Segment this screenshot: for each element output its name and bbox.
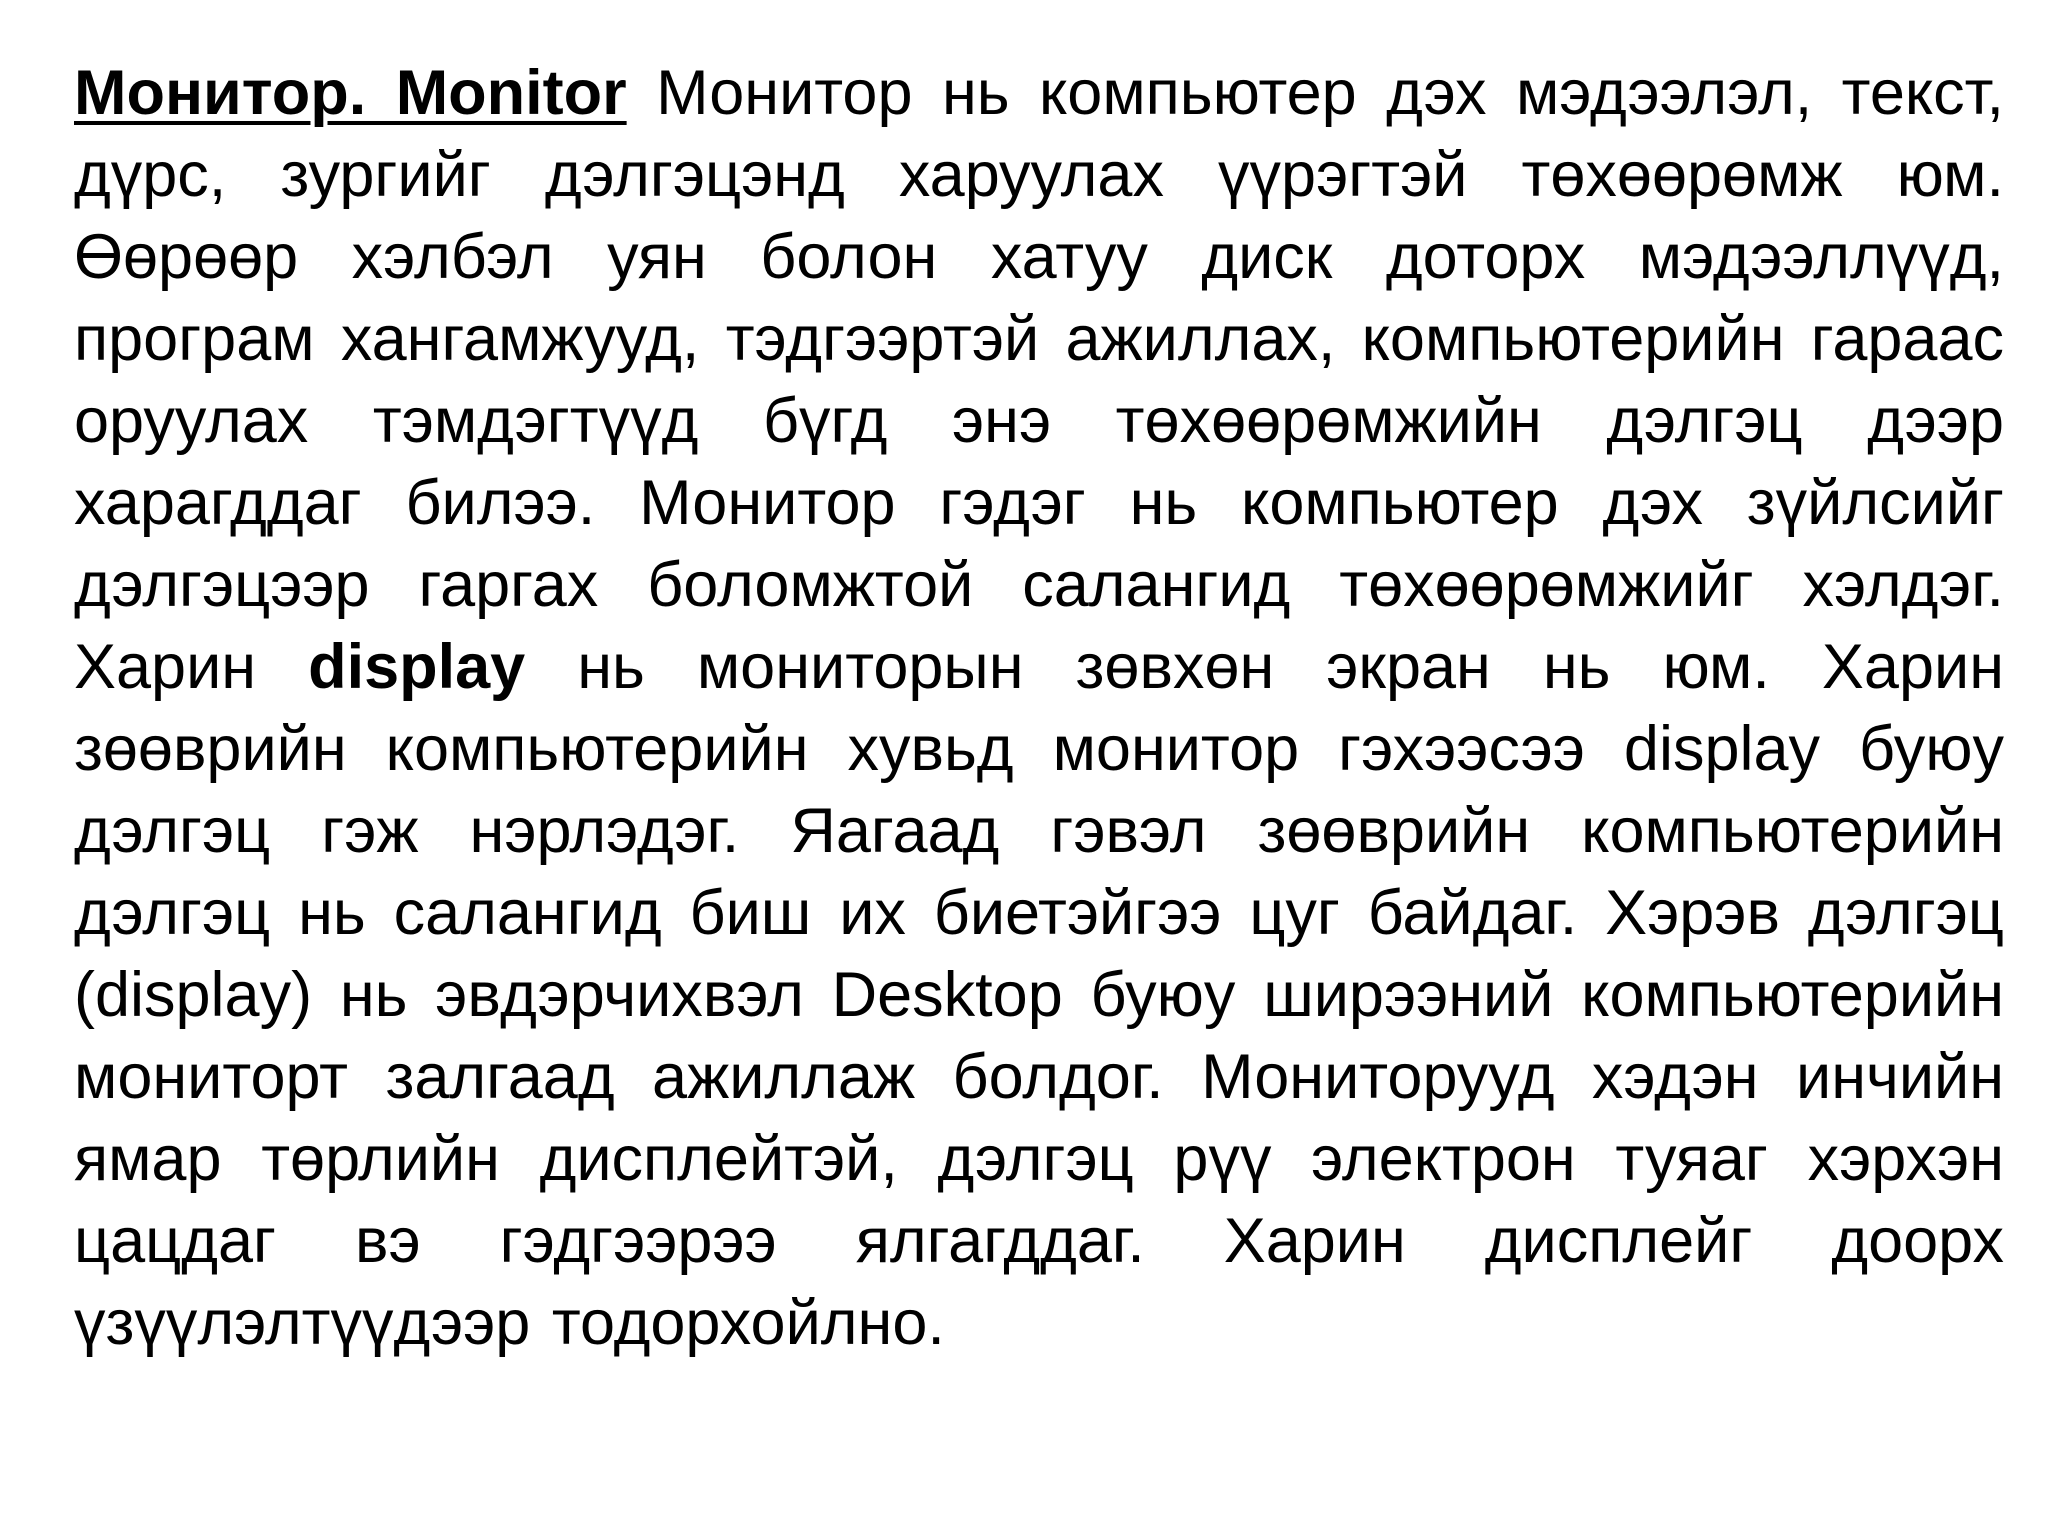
paragraph-text-1: Монитор нь компьютер дэх мэдээлэл, текст, дүрс, зургийг дэлгэцэнд харуулах үүрэгтэй төхөөрөмж юм. Өөрөөр хэлбэл уян болон хатуу диск доторх мэдээллүүд, програм хангамжууд, тэдгээртэй ажиллах, компьютерийн гараас оруулах тэмдэгтүүд бүгд энэ төхөөрөмжийн дэлгэц дээр харагддаг билээ. Монитор гэдэг нь компьютер дэх зүйлсийг дэлгэцээр гаргах боломжтой салангид төхөөрөмжийг хэлдэг. Харин xyxy=(74,58,2004,702)
bold-term-display: display xyxy=(308,632,526,702)
paragraph-text-2: нь мониторын зөвхөн экран нь юм. Харин зөөврийн компьютерийн хувьд монитор гэхээсээ display буюу дэлгэц гэж нэрлэдэг. Яагаад гэвэл зөөврийн компьютерийн дэлгэц нь салангид биш их биетэйгээ цуг байдаг. Хэрэв дэлгэц (display) нь эвдэрчихвэл Desktop буюу ширээний компьютерийн мониторт залгаад ажиллаж болдог. Мониторууд хэдэн инчийн ямар төрлийн дисплейтэй, дэлгэц рүү электрон туяаг хэрхэн цацдаг вэ гэдгээрээ ялгагддаг. Харин дисплейг доорх үзүүлэлтүүдээр тодорхойлно. xyxy=(74,632,2004,1358)
body-paragraph xyxy=(74,52,2004,1364)
section-heading: Монитор. Monitor xyxy=(74,58,627,128)
